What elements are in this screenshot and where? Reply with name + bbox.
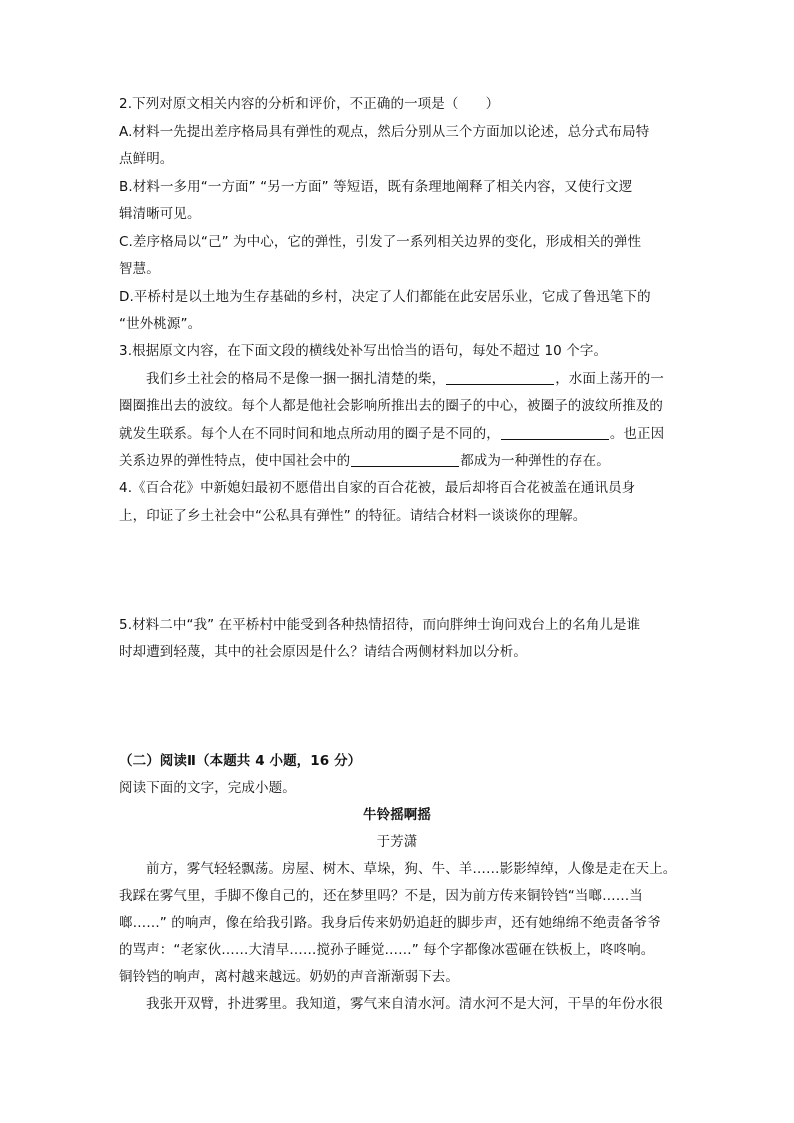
q3-text: 。也正因 (609, 426, 665, 442)
answer-blank-2[interactable] (501, 427, 609, 440)
q3-text: 关系边界的弹性特点，使中国社会中的 (119, 453, 351, 469)
passage-line-3: 啷……” 的响声，像在给我引路。我身后传来奶奶追赶的脚步声，还有她绵绵不绝责备爷爷 (119, 915, 661, 931)
question-3-paragraph-line2: 圈圈推出去的波纹。每个人都是他社会影响所推出去的圈子的中心，被圈子的波纹所推及的 (119, 398, 663, 414)
option-c-line2: 智慧。 (119, 261, 160, 277)
question-5-line1: 5.材料二中“我” 在平桥村中能受到各种热情招待，而向胖绅士询问戏台上的名角儿是谁 (119, 617, 641, 633)
question-3-paragraph-line3 (119, 426, 664, 442)
q3-text: ，水面上荡开的一 (555, 371, 665, 387)
answer-blank-3[interactable] (351, 454, 459, 467)
passage-line-5: 铜铃铛的响声，离村越来越远。奶奶的声音渐渐弱下去。 (119, 969, 459, 985)
option-c-line1: C.差序格局以“己” 为中心，它的弹性，引发了一系列相关边界的变化，形成相关的弹性 (119, 234, 642, 250)
question-4-line2: 上，印证了乡土社会中“公私具有弹性” 的特征。请结合材料一谈谈你的理解。 (119, 508, 587, 524)
question-3-stem: 3.根据原文内容，在下面文段的横线处补写出恰当的语句，每处不超过 10 个字。 (119, 343, 608, 359)
option-d-line2: “世外桃源”。 (119, 316, 202, 332)
passage-line-4: 的骂声：“老家伙……大清早……搅孙子睡觉……” 每个字都像冰雹砸在铁板上，咚咚响。 (119, 942, 655, 958)
passage-line-1: 前方，雾气轻轻飘荡。房屋、树木、草垛，狗、牛、羊……影影绰绰，人像是走在天上。 (146, 861, 677, 877)
question-3-paragraph-line4 (119, 453, 610, 469)
question-5-line2: 时却遭到轻蔑，其中的社会原因是什么？请结合两侧材料加以分析。 (119, 644, 527, 660)
question-4-line1: 4.《百合花》中新媳妇最初不愿借出自家的百合花被，最后却将百合花被盖在通讯员身 (119, 480, 636, 496)
section-heading: （二）阅读Ⅱ（本题共 4 小题，16 分） (119, 753, 362, 769)
q3-text: 我们乡土社会的格局不是像一捆一捆扎清楚的柴， (146, 371, 446, 387)
answer-blank-1[interactable] (446, 372, 554, 385)
passage-title: 牛铃摇啊摇 (363, 807, 431, 823)
option-a-line2: 点鲜明。 (119, 151, 174, 167)
option-a-line1: A.材料一先提出差序格局具有弹性的观点，然后分别从三个方面加以论述，总分式布局特 (119, 124, 650, 140)
q3-text: 就发生联系。每个人在不同时间和地点所动用的圈子是不同的， (119, 426, 500, 442)
passage-line-6: 我张开双臂，扑进雾里。我知道，雾气来自清水河。清水河不是大河，干旱的年份水很 (146, 996, 663, 1012)
passage-line-2: 我踩在雾气里，手脚不像自己的，还在梦里吗？不是，因为前方传来铜铃铛“当啷……当 (119, 888, 643, 904)
question-3-paragraph-line1 (146, 371, 664, 387)
option-d-line1: D.平桥村是以土地为生存基础的乡村，决定了人们都能在此安居乐业，它成了鲁迅笔下的 (119, 289, 651, 305)
passage-author: 于芳潇 (376, 834, 418, 850)
q3-text: 都成为一种弹性的存在。 (460, 453, 610, 469)
option-b-line1: B.材料一多用“一方面” “另一方面” 等短语，既有条理地阐释了相关内容，又使行文逻 (119, 179, 633, 195)
section-instruction: 阅读下面的文字，完成小题。 (119, 780, 296, 796)
option-b-line2: 辑清晰可见。 (119, 206, 201, 222)
question-2-stem: 2.下列对原文相关内容的分析和评价，不正确的一项是（ ） (119, 96, 500, 112)
